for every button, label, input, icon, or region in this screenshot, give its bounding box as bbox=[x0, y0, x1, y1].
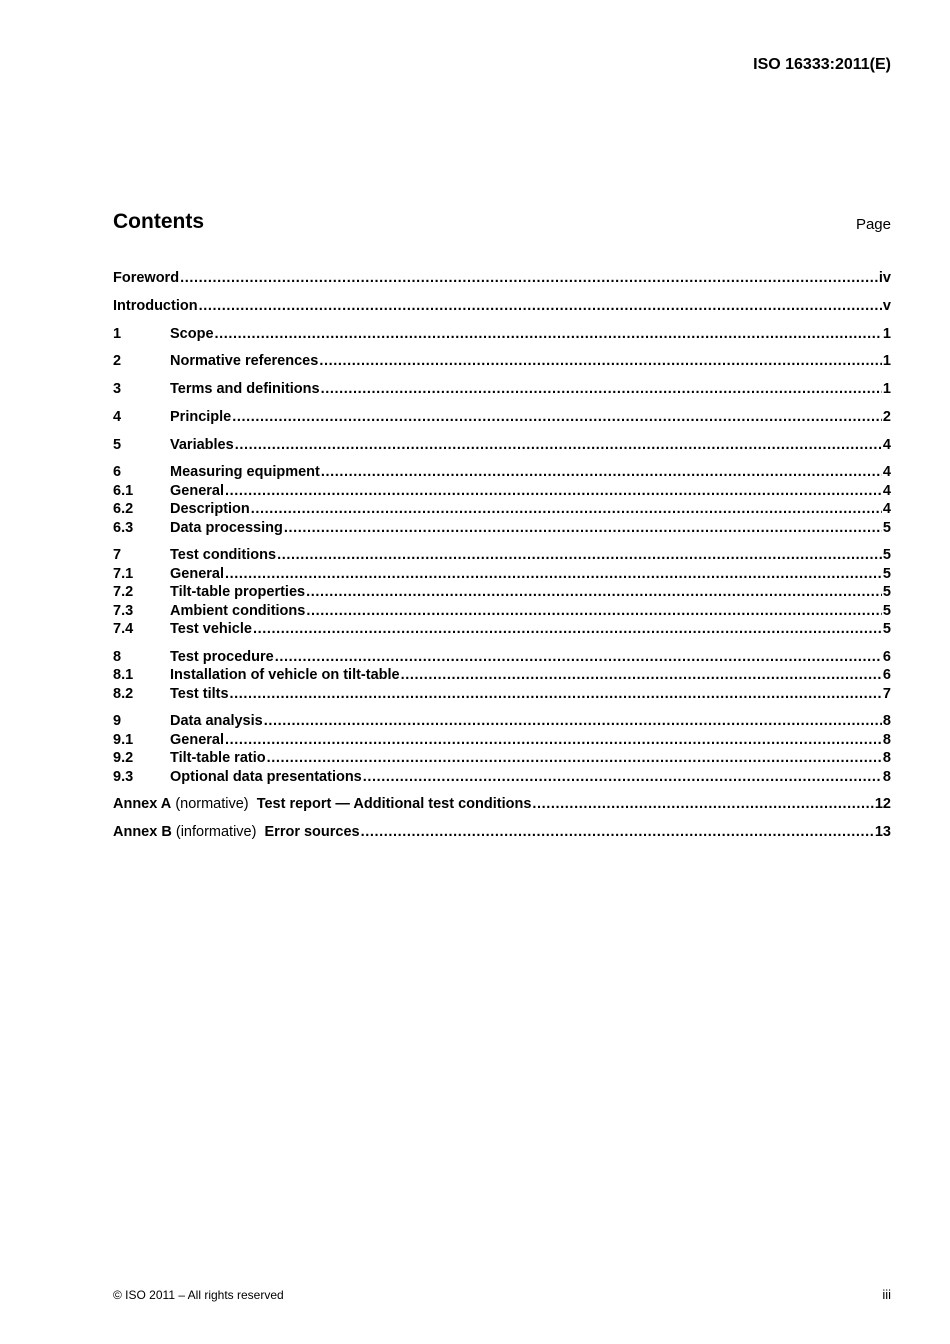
toc-entry-number: 6.1 bbox=[113, 482, 134, 499]
toc-entry[interactable] bbox=[113, 546, 891, 564]
toc-entry[interactable] bbox=[113, 768, 891, 786]
toc-entry-title: Terms and definitions bbox=[170, 381, 320, 398]
toc-dot-leader bbox=[225, 565, 882, 583]
toc-entry-page: 8 bbox=[882, 713, 891, 730]
toc-entry-number: 6.3 bbox=[113, 519, 134, 536]
toc-entry-page: 5 bbox=[882, 584, 891, 601]
toc-entry[interactable] bbox=[113, 712, 891, 730]
table-of-contents bbox=[113, 269, 891, 841]
footer-page-number: iii bbox=[882, 1287, 891, 1302]
toc-entry-page: 1 bbox=[882, 353, 891, 370]
toc-entry-title: Optional data presentations bbox=[170, 768, 362, 785]
toc-annex-type: (normative) bbox=[175, 796, 249, 813]
toc-entry-page: 5 bbox=[882, 547, 891, 564]
toc-entry-number: 8 bbox=[113, 648, 122, 665]
toc-entry-title: Test procedure bbox=[170, 648, 274, 665]
toc-entry-title: General bbox=[170, 731, 224, 748]
toc-entry-page: 8 bbox=[882, 750, 891, 767]
toc-entry-title: Introduction bbox=[113, 297, 198, 314]
toc-annex-title: Error sources bbox=[264, 824, 360, 841]
toc-entry-page: 4 bbox=[882, 501, 891, 518]
page-column-label: Page bbox=[855, 216, 891, 233]
footer-copyright: © ISO 2011 – All rights reserved bbox=[113, 1288, 284, 1302]
toc-entry-title: Data analysis bbox=[170, 713, 263, 730]
toc-dot-leader bbox=[361, 823, 874, 841]
toc-entry-number: 7.4 bbox=[113, 620, 134, 637]
toc-entry-title: Installation of vehicle on tilt-table bbox=[170, 667, 400, 684]
toc-entry-title: Data processing bbox=[170, 519, 283, 536]
toc-entry-number: 9.3 bbox=[113, 768, 134, 785]
toc-entry[interactable] bbox=[113, 325, 891, 343]
toc-entry[interactable] bbox=[113, 565, 891, 583]
toc-entry-page: 5 bbox=[882, 519, 891, 536]
toc-entry-title: Tilt-table ratio bbox=[170, 750, 266, 767]
toc-entry[interactable] bbox=[113, 297, 891, 315]
toc-entry-number: 9.2 bbox=[113, 750, 134, 767]
toc-entry[interactable] bbox=[113, 463, 891, 481]
toc-entry-number: 9.1 bbox=[113, 731, 134, 748]
toc-dot-leader bbox=[180, 269, 878, 287]
toc-dot-leader bbox=[532, 795, 873, 813]
toc-annex-title: Test report — Additional test conditions bbox=[256, 796, 532, 813]
toc-entry-page: 4 bbox=[882, 482, 891, 499]
toc-entry-number: 2 bbox=[113, 353, 122, 370]
toc-entry-title: Variables bbox=[170, 436, 234, 453]
toc-entry-page: 7 bbox=[882, 685, 891, 702]
toc-entry-number: 4 bbox=[113, 408, 122, 425]
toc-entry[interactable] bbox=[113, 583, 891, 601]
document-id: ISO 16333:2011(E) bbox=[753, 56, 891, 73]
toc-dot-leader bbox=[306, 583, 882, 601]
toc-entry-number: 7.3 bbox=[113, 602, 134, 619]
toc-dot-leader bbox=[321, 463, 882, 481]
contents-heading: Contents bbox=[113, 210, 204, 233]
toc-dot-leader bbox=[215, 325, 882, 343]
toc-entry-number: 7.2 bbox=[113, 584, 134, 601]
toc-entry-page: 1 bbox=[882, 381, 891, 398]
toc-entry-page: 6 bbox=[882, 648, 891, 665]
toc-entry-title: General bbox=[170, 565, 224, 582]
toc-dot-leader bbox=[277, 546, 882, 564]
toc-entry-number: 9 bbox=[113, 713, 122, 730]
toc-entry[interactable] bbox=[113, 269, 891, 287]
toc-annex-entry[interactable] bbox=[113, 795, 891, 813]
toc-entry-page: 2 bbox=[882, 408, 891, 425]
toc-entry[interactable] bbox=[113, 500, 891, 518]
toc-entry-number: 3 bbox=[113, 381, 122, 398]
toc-entry-title: Measuring equipment bbox=[170, 464, 320, 481]
toc-entry-title: Test vehicle bbox=[170, 620, 252, 637]
toc-entry-number: 7.1 bbox=[113, 565, 134, 582]
toc-entry-number: 6.2 bbox=[113, 501, 134, 518]
toc-entry-number: 6 bbox=[113, 464, 122, 481]
toc-dot-leader bbox=[319, 352, 882, 370]
toc-entry-page: v bbox=[882, 297, 891, 314]
toc-dot-leader bbox=[321, 380, 882, 398]
toc-entry[interactable] bbox=[113, 685, 891, 703]
toc-entry-page: 5 bbox=[882, 602, 891, 619]
toc-entry-title: Test conditions bbox=[170, 547, 277, 564]
toc-entry-title: Test tilts bbox=[170, 685, 229, 702]
toc-entry-number: 8.2 bbox=[113, 685, 134, 702]
toc-entry-title: Normative references bbox=[170, 353, 319, 370]
toc-entry-page: 8 bbox=[882, 768, 891, 785]
toc-dot-leader bbox=[284, 519, 882, 537]
toc-entry-number: 8.1 bbox=[113, 667, 134, 684]
toc-dot-leader bbox=[232, 408, 882, 426]
toc-dot-leader bbox=[306, 602, 882, 620]
toc-annex-type: (informative) bbox=[175, 824, 257, 841]
toc-entry-page: 4 bbox=[882, 436, 891, 453]
toc-entry-title: Scope bbox=[170, 325, 214, 342]
toc-entry[interactable] bbox=[113, 380, 891, 398]
toc-entry-page: 5 bbox=[882, 620, 891, 637]
toc-entry-title: Description bbox=[170, 501, 250, 518]
toc-entry[interactable] bbox=[113, 648, 891, 666]
toc-annex-page: 12 bbox=[874, 796, 891, 813]
toc-entry-title: Foreword bbox=[113, 270, 180, 286]
toc-dot-leader bbox=[253, 620, 882, 638]
toc-dot-leader bbox=[363, 768, 882, 786]
toc-entry[interactable] bbox=[113, 666, 891, 684]
toc-annex-entry[interactable] bbox=[113, 823, 891, 841]
toc-entry[interactable] bbox=[113, 482, 891, 500]
toc-entry-number: 7 bbox=[113, 547, 122, 564]
toc-entry[interactable] bbox=[113, 408, 891, 426]
toc-dot-leader bbox=[199, 297, 882, 315]
toc-dot-leader bbox=[235, 436, 882, 454]
toc-dot-leader bbox=[230, 685, 882, 703]
toc-entry[interactable] bbox=[113, 731, 891, 749]
toc-dot-leader bbox=[267, 749, 882, 767]
toc-entry[interactable] bbox=[113, 602, 891, 620]
toc-annex-label: Annex A bbox=[113, 796, 172, 813]
toc-entry[interactable] bbox=[113, 620, 891, 638]
toc-dot-leader bbox=[275, 648, 882, 666]
toc-entry[interactable] bbox=[113, 436, 891, 454]
toc-dot-leader bbox=[225, 482, 882, 500]
toc-entry-page: 4 bbox=[882, 464, 891, 481]
toc-entry-title: Principle bbox=[170, 408, 232, 425]
toc-entry[interactable] bbox=[113, 519, 891, 537]
toc-annex-label: Annex B bbox=[113, 824, 172, 841]
toc-entry[interactable] bbox=[113, 749, 891, 767]
toc-entry-title: Ambient conditions bbox=[170, 602, 306, 619]
toc-dot-leader bbox=[225, 731, 882, 749]
toc-annex-page: 13 bbox=[874, 824, 891, 841]
toc-entry-page: 1 bbox=[882, 325, 891, 342]
toc-entry-title: General bbox=[170, 482, 224, 499]
toc-entry-page: 5 bbox=[882, 565, 891, 582]
toc-entry-page: 6 bbox=[882, 667, 891, 684]
toc-entry[interactable] bbox=[113, 352, 891, 370]
toc-entry-page: 8 bbox=[882, 731, 891, 748]
toc-entry-number: 5 bbox=[113, 436, 122, 453]
toc-dot-leader bbox=[251, 500, 882, 518]
toc-dot-leader bbox=[401, 666, 882, 684]
toc-entry-title: Tilt-table properties bbox=[170, 584, 306, 601]
toc-entry-page: iv bbox=[878, 270, 891, 286]
toc-dot-leader bbox=[264, 712, 882, 730]
toc-entry-number: 1 bbox=[113, 325, 122, 342]
